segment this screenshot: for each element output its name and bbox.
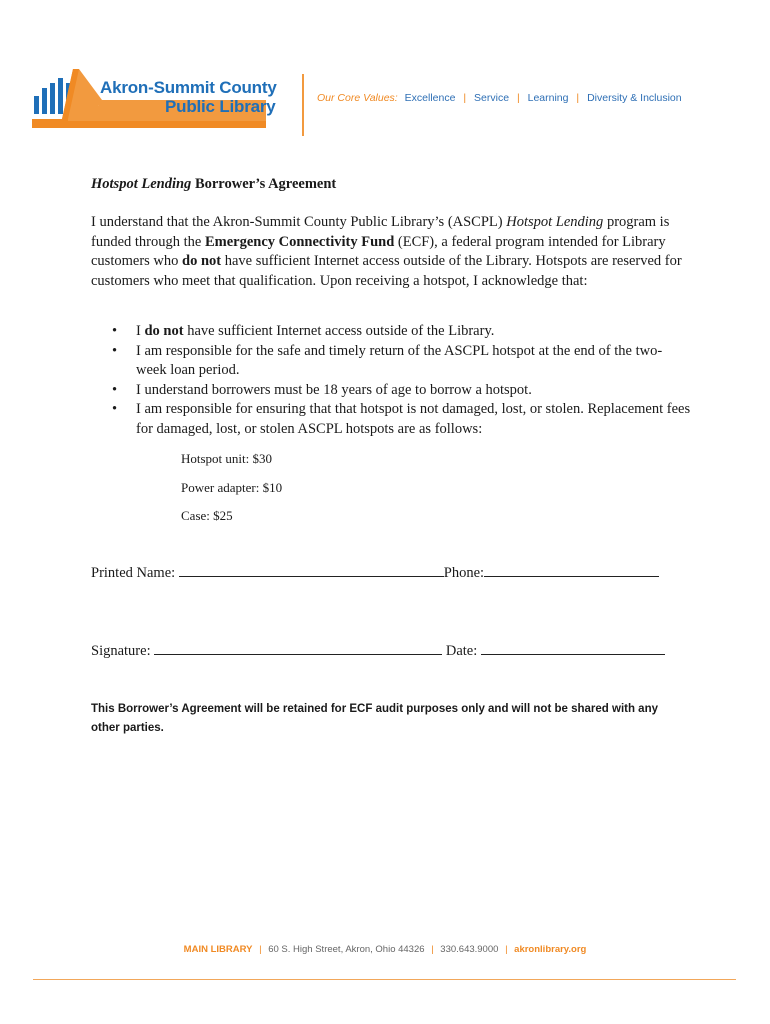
fee-case: Case: $25 [181, 508, 233, 523]
para-bold: Emergency Connectivity Fund [204, 233, 395, 250]
footer-address: 60 S. High Street, Akron, Ohio 44326 [268, 944, 425, 955]
bullet-text: have sufficient Internet access outside of the Library. [183, 323, 495, 339]
para-text: program is funded through the [91, 214, 670, 250]
footer [0, 944, 770, 955]
list-item [91, 322, 691, 342]
bullet-icon: • [112, 342, 118, 359]
phone-field[interactable] [484, 564, 659, 577]
footer-rule [33, 979, 736, 980]
acknowledgement-list [91, 322, 691, 440]
signature-date-row [91, 642, 665, 660]
footer-separator: | [259, 944, 262, 955]
logo-title-line2: Public Library [165, 97, 276, 116]
para-text: I understand that the Akron-Summit County Public Library’s (ASCPL) [91, 214, 507, 230]
para-italic: Hotspot Lending [506, 214, 604, 230]
core-value-learning: Learning [527, 92, 569, 104]
footer-separator: | [505, 944, 508, 955]
core-value-service: Service [474, 92, 510, 104]
bullet-text: I am responsible for ensuring that that hotspot is not damaged, lost, or stolen. Replacement fees for damaged, lost, or stolen ASCPL hotspots are as follows: [136, 401, 691, 437]
footer-main-library: MAIN LIBRARY [183, 944, 253, 955]
logo-title-line1: Akron-Summit County [100, 78, 277, 97]
date-label: Date: [445, 643, 478, 659]
core-value-separator: | [576, 92, 580, 104]
phone-label: Phone: [443, 565, 485, 581]
date-field[interactable] [481, 642, 665, 655]
header-divider [302, 74, 304, 136]
signature-field[interactable] [154, 642, 442, 655]
printed-name-field[interactable] [179, 564, 444, 577]
retention-notice: This Borrower’s Agreement will be retained for ECF audit purposes only and will not be shared with any other parties. [91, 703, 658, 734]
bullet-icon: • [112, 323, 118, 339]
footer-phone: 330.643.9000 [440, 944, 499, 955]
core-values-label: Our Core Values: [317, 92, 398, 104]
fee-power-adapter: Power adapter: $10 [181, 479, 283, 495]
bullet-icon: • [112, 401, 118, 418]
fee-hotspot-unit: Hotspot unit: $30 [181, 451, 273, 466]
signature-label: Signature: [91, 643, 151, 659]
para-text: have sufficient Internet access outside of the Library. Hotspots are reserved for customers who meet that qualification. Upon receiving a hotspot, I acknowledge that: [91, 253, 682, 289]
intro-paragraph [91, 213, 691, 291]
core-value-excellence: Excellence [404, 92, 456, 104]
bullet-bold: do not [144, 323, 184, 339]
para-bold: do not [182, 253, 222, 270]
bullet-text: I [136, 323, 145, 339]
bullet-text: I am responsible for the safe and timely return of the ASCPL hotspot at the end of the two-week loan period. [136, 342, 663, 379]
replacement-fees [181, 451, 282, 537]
bullet-text: I understand borrowers must be 18 years of age to borrow a hotspot. [136, 381, 532, 398]
core-value-separator: | [463, 92, 467, 104]
document-title [91, 176, 336, 193]
printed-name-label: Printed Name: [91, 565, 176, 581]
bullet-icon: • [112, 381, 118, 398]
name-phone-row [91, 564, 659, 582]
core-value-separator: | [516, 92, 520, 104]
para-text: (ECF), a federal program intended for Library customers who [91, 233, 666, 270]
list-item [91, 381, 691, 401]
footer-separator: | [431, 944, 434, 955]
title-rest: Borrower’s Agreement [191, 176, 337, 192]
core-value-diversity: Diversity & Inclusion [587, 92, 682, 104]
title-italic: Hotspot Lending [91, 176, 192, 192]
core-values [317, 92, 682, 104]
list-item [91, 342, 691, 381]
footer-website-link[interactable]: akronlibrary.org [514, 944, 587, 955]
list-item [91, 400, 691, 439]
